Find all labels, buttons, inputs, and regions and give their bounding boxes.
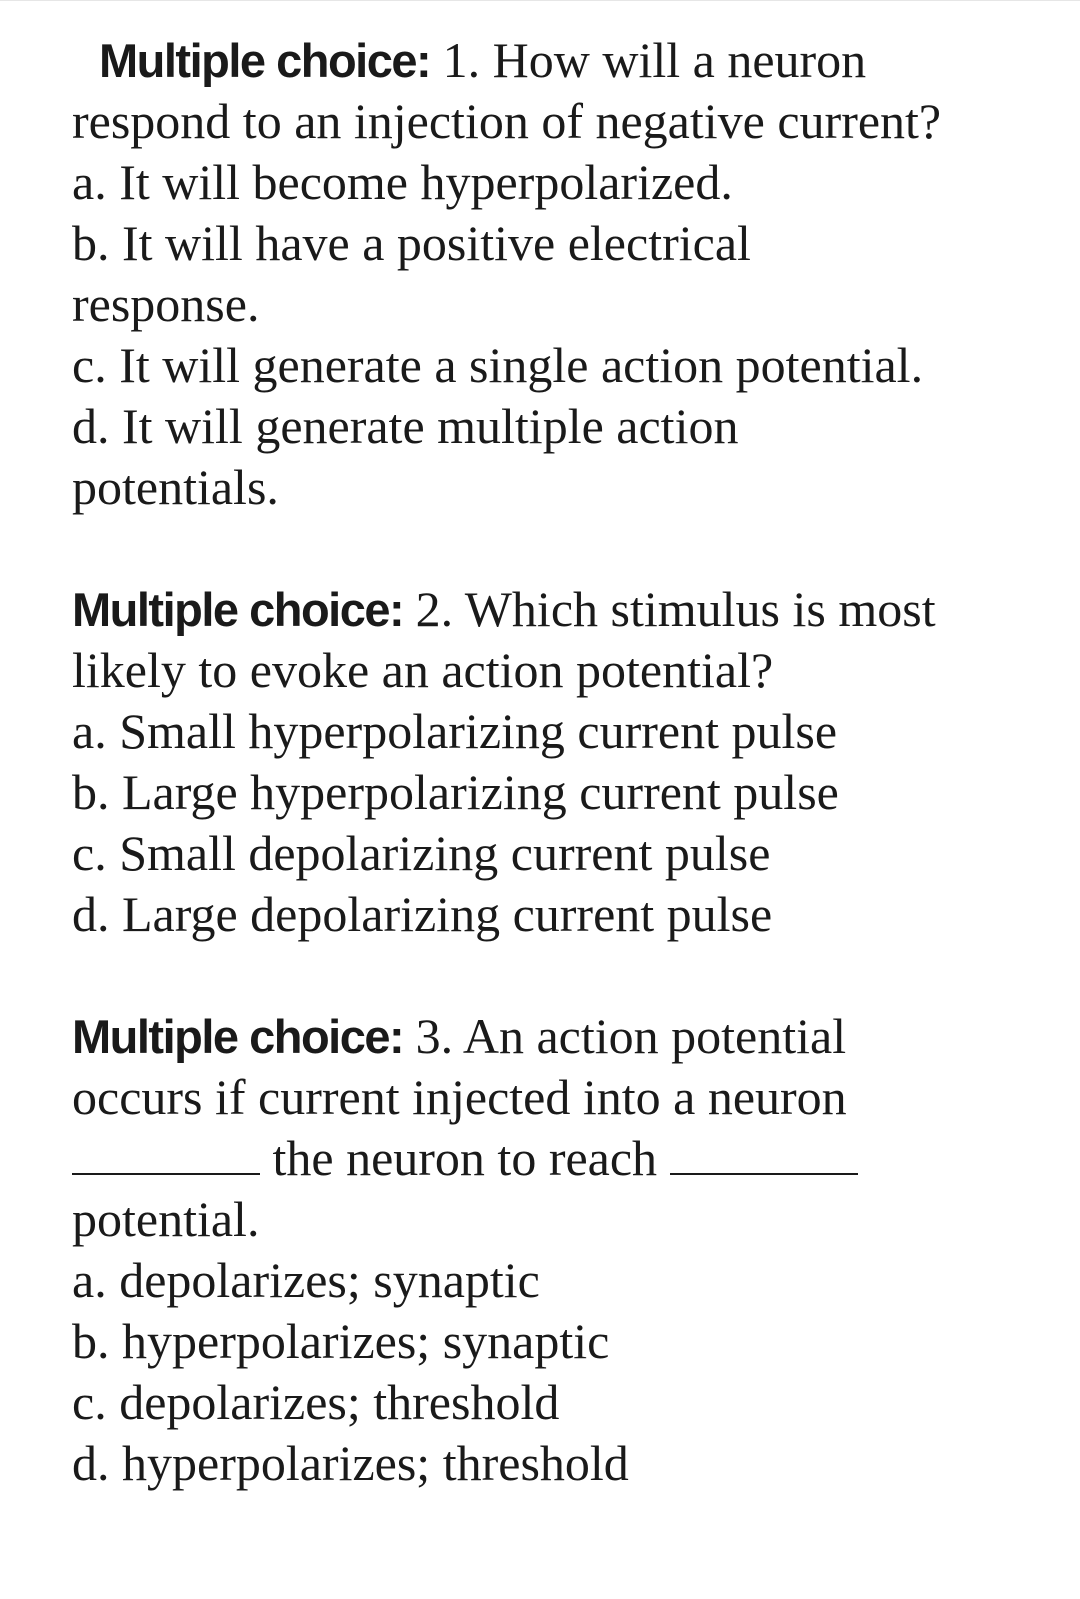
question-3-stem-middle: the neuron to reach <box>272 1130 658 1186</box>
question-2-option-a[interactable]: a. Small hyperpolarizing current pulse <box>72 703 838 759</box>
question-3-option-b[interactable]: b. hyperpolarizes; synaptic <box>72 1313 610 1369</box>
question-2 <box>72 579 1032 945</box>
question-3-option-c[interactable]: c. depolarizes; threshold <box>72 1374 560 1430</box>
fill-in-blank-2[interactable] <box>670 1133 858 1175</box>
question-2-option-b[interactable]: b. Large hyperpolarizing current pulse <box>72 764 839 820</box>
question-1-stem-text: 1. How will a neuron <box>442 32 867 88</box>
question-1-option-c[interactable]: c. It will generate a single action potential. <box>72 337 924 393</box>
question-2-stem-line-1 <box>72 579 1032 640</box>
question-2-option-c[interactable]: c. Small depolarizing current pulse <box>72 825 771 881</box>
top-border <box>0 0 1080 1</box>
quiz-document <box>72 30 1032 1494</box>
question-2-stem-text: 2. Which stimulus is most <box>415 581 936 637</box>
question-3-label: Multiple choice: <box>72 1010 404 1063</box>
question-1-option-b[interactable]: b. It will have a positive electrical <box>72 215 751 271</box>
question-1-option-d[interactable]: d. It will generate multiple action <box>72 398 739 454</box>
question-1-option-b-continued[interactable]: response. <box>72 276 260 332</box>
question-1 <box>72 30 1032 518</box>
question-3-stem-text: 3. An action potential <box>415 1008 847 1064</box>
question-3-option-a[interactable]: a. depolarizes; synaptic <box>72 1252 540 1308</box>
question-1-option-a[interactable]: a. It will become hyperpolarized. <box>72 154 733 210</box>
question-1-stem-line-2: respond to an injection of negative current? <box>72 93 942 149</box>
question-1-label: Multiple choice: <box>99 34 431 87</box>
question-2-label: Multiple choice: <box>72 583 404 636</box>
question-3-stem-line-4: potential. <box>72 1191 260 1247</box>
question-3 <box>72 1006 1032 1494</box>
question-2-stem-line-2: likely to evoke an action potential? <box>72 642 774 698</box>
question-1-option-d-continued[interactable]: potentials. <box>72 459 279 515</box>
question-3-stem-line-1 <box>72 1006 1032 1067</box>
question-3-stem-line-3 <box>72 1128 1032 1189</box>
question-3-option-d[interactable]: d. hyperpolarizes; threshold <box>72 1435 629 1491</box>
question-1-stem-line-1 <box>72 30 1032 91</box>
question-2-option-d[interactable]: d. Large depolarizing current pulse <box>72 886 773 942</box>
fill-in-blank-1[interactable] <box>72 1133 260 1175</box>
question-3-stem-line-2: occurs if current injected into a neuron <box>72 1069 847 1125</box>
